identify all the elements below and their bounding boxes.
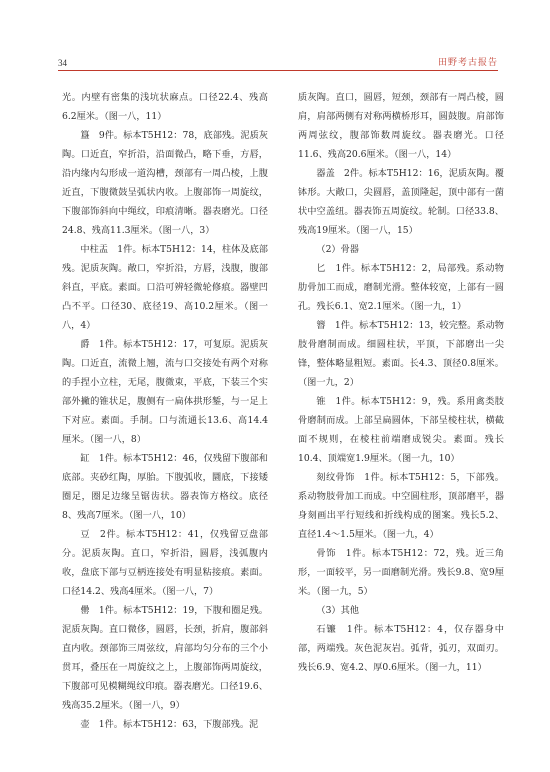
paragraph: 刻纹骨饰 1件。标本T5H12：5，下部残。系动物肢骨加工而成。中空圆柱形，顶部磨平，器身刻画出平行短线和折线构成的图案。残长5.2、直径1.4～1.5厘米。（图一九，4） — [298, 472, 504, 540]
paragraph: 匕 1件。标本T5H12：2，局部残。系动物肋骨加工而成，磨制光滑。整体较宽，上部有一圆孔。残长6.1、宽2.1厘米。（图一九，1） — [298, 263, 504, 312]
paragraph: 爵 1件。标本T5H12：17，可复原。泥质灰陶。口近直，流微上翘，流与口交接处有两个对称的手捏小立柱，无尾，腹微束，平底，下装三个实部外撇的锥状足，腹侧有一扁体拱形錾，与一足上下对应。素面。手制。口与流通长13.6、高14.4厘米。（图一八，8） — [62, 339, 268, 445]
paragraph: 壶 1件。标本T5H12：63，下腹部残。泥 — [80, 719, 259, 730]
paragraph: 质灰陶。直口，圆唇，短颈，颈部有一周凸棱，圆肩，肩部两侧有对称两横桥形耳，圆鼓腹。肩部饰两周弦纹，腹部饰数周旋纹。器表磨光。口径11.6、残高20.6厘米。（图一八，14） — [298, 92, 504, 160]
paragraph: 光。内壁有密集的浅坑状麻点。口径22.4、残高6.2厘米。（图一八，11） — [62, 92, 268, 122]
body-text — [62, 88, 504, 748]
paragraph: 锥 1件。标本T5H12：9，残。系用禽类肢骨磨制而成。上部呈扁圆体，下部呈棱柱状，横截面不规则，在棱柱前端磨成锐尖。素面。残长10.4、顶端宽1.9厘米。（图一九，10） — [298, 396, 504, 464]
page-header — [58, 50, 498, 68]
section-heading: （2）骨器 — [316, 244, 359, 255]
paragraph: 石镰 1件。标本T5H12：4，仅存器身中部，两端残。灰色泥灰岩。弧背，弧刃，双面刃。残长6.9、宽4.2、厚0.6厘米。（图一九，11） — [298, 624, 504, 673]
paragraph: 器盖 2件。标本T5H12：16，泥质灰陶。覆钵形。大敞口，尖圆唇，盖顶隆起，顶中部有一菌状中空盖纽。器表饰五周旋纹。轮制。口径33.8、残高19厘米。（图一八，15） — [298, 168, 504, 236]
section-heading: （3）其他 — [316, 605, 359, 616]
header-rule — [58, 70, 498, 71]
page-number: 34 — [58, 58, 67, 68]
left-column — [62, 88, 268, 748]
paragraph: 骨饰 1件。标本T5H12：72，残。近三角形，一面较平，另一面磨制光滑。残长9.8、宽9厘米。（图一九，5） — [298, 548, 504, 597]
paragraph: 簪 1件。标本T5H12：13，较完整。系动物肢骨磨制而成。细圆柱状，平顶，下部磨出一尖锋，整体略显粗短。素面。长4.3、顶径0.8厘米。（图一九，2） — [298, 320, 504, 388]
journal-title: 田野考古报告 — [437, 58, 498, 68]
paragraph: 缸 1件。标本T5H12：46，仅残留下腹部和底部。夹砂红陶，厚胎。下腹弧收，圜底，下接矮圈足，圈足边缘呈锯齿状。器表饰方格纹。底径8、残高7厘米。（图一八，10） — [62, 453, 268, 521]
paragraph: 簋 9件。标本T5H12：78，底部残。泥质灰陶。口近直，窄折沿，沿面微凸，略下垂，方唇，沿内缘内勾形成一道沟槽，颈部有一周凸棱，上腹近直，下腹微鼓呈弧状内收。上腹部饰一周旋纹，下腹部饰斜向中绳纹，印痕清晰。器表磨光。口径24.8、残高11.3厘米。（图一八，3） — [62, 130, 268, 236]
paragraph: 罍 1件。标本T5H12：19，下腹和圈足残。泥质灰陶。直口微侈，圆唇，长颈，折肩，腹部斜直内收。颈部饰三周弦纹，肩部均匀分布的三个小贯耳，叠压在一周旋纹之上，上腹部饰两周旋纹，下腹部可见模糊绳纹印痕。器表磨光。口径19.6、残高35.2厘米。（图一八，9） — [62, 605, 268, 711]
right-column — [298, 88, 504, 748]
paragraph: 中柱盂 1件。标本T5H12：14，柱体及底部残。泥质灰陶。敞口，窄折沿，方唇，浅腹，腹部斜直，平底。素面。口沿可辨轻微轮修痕。器壁凹凸不平。口径30、底径19、高10.2厘米。（图一八，4） — [62, 244, 268, 331]
paragraph: 豆 2件。标本T5H12：41，仅残留豆盘部分。泥质灰陶。直口，窄折沿，圆唇，浅弧腹内收，盘底下部与豆柄连接处有明显粘接痕。素面。口径14.2、残高4厘米。（图一八，7） — [62, 529, 268, 597]
